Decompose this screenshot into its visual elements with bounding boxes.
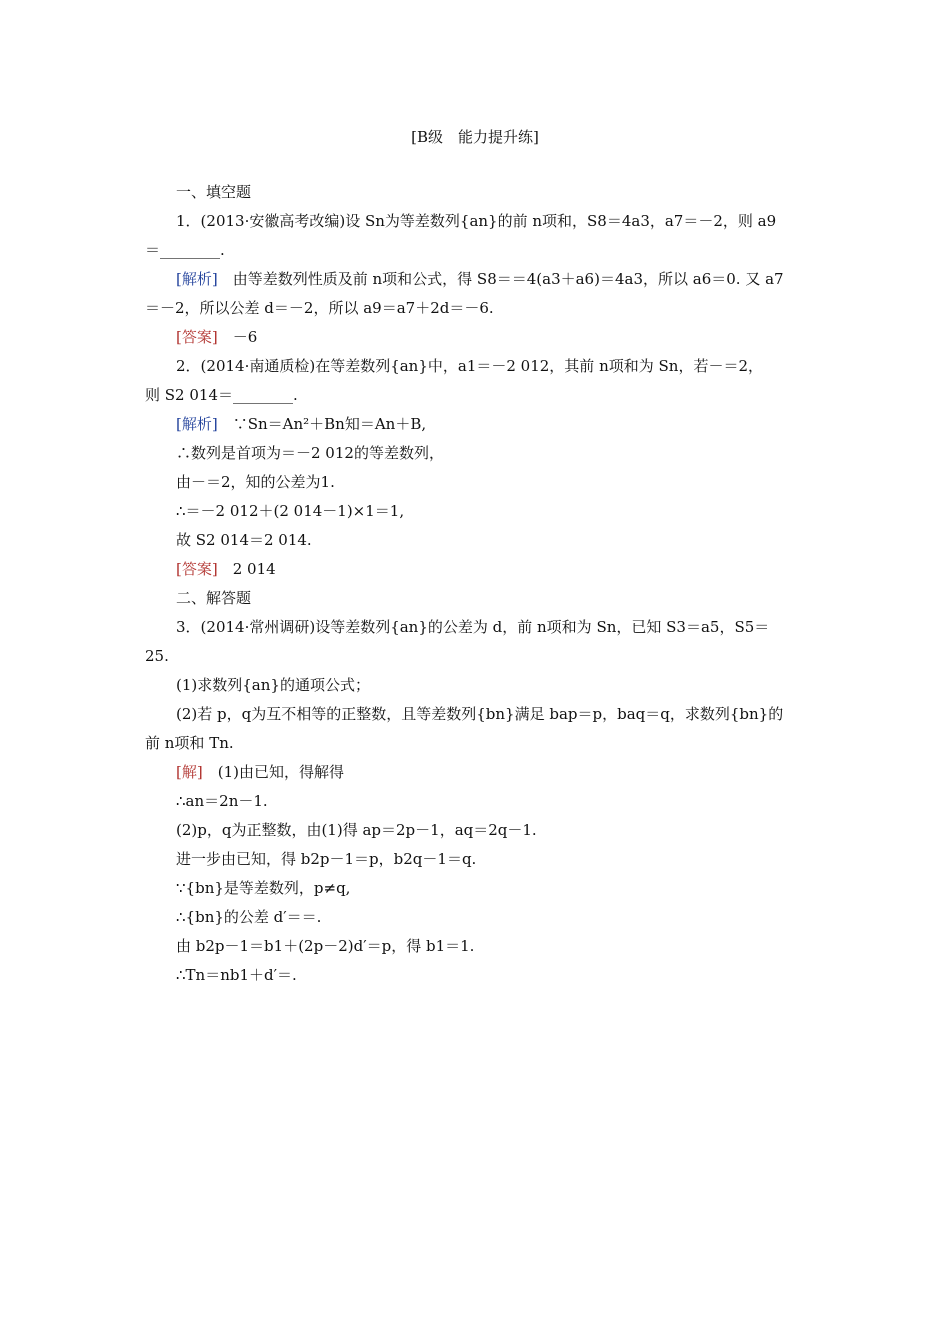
text-line [176,327,257,347]
line-text: (2)若 p，q为互不相等的正整数，且等差数列{bn}满足 bap＝p，baq＝q，求数列{bn}的 [176,705,784,723]
text-line [176,791,268,811]
text-line [176,675,370,695]
line-text: 由－＝2，知的公差为1. [176,473,335,491]
line-text: 进一步由已知，得 b2p－1＝p，b2q－1＝q. [176,850,477,868]
line-text: (1)由已知，得解得 [202,763,344,781]
text-line [176,965,297,985]
line-text: 1．(2013·安徽高考改编)设 Sn为等差数列{an}的前 n项和，S8＝4a3，a7＝－2，则 a9 [176,212,777,230]
section-heading: [B级 能力提升练] [411,128,539,146]
line-text: (2)p，q为正整数，由(1)得 ap＝2p－1，aq＝2q－1. [176,821,537,839]
line-text: ∵{bn}是等差数列，p≠q, [176,879,351,897]
line-text: 3．(2014·常州调研)设等差数列{an}的公差为 d，前 n项和为 Sn，已知 S3＝a5，S5＝ [176,618,770,636]
text-line [176,182,251,202]
text-line [145,385,298,405]
text-line [176,878,350,898]
line-text: 25. [145,647,169,665]
text-line [145,646,169,666]
text-line [176,704,783,724]
line-text: 二、解答题 [176,589,252,607]
text-line [176,356,763,376]
line-text: ＝________. [145,241,225,259]
text-line [176,211,776,231]
text-line [145,733,234,753]
text-line [176,501,404,521]
line-text: 2 014 [217,560,276,578]
text-line [176,588,251,608]
line-text: 前 n项和 Tn. [145,734,234,752]
text-line [145,240,225,260]
answer-tag: [答案] [176,560,218,578]
text-line [176,907,321,927]
text-line [176,849,476,869]
line-text: ＝－2，所以公差 d＝－2，所以 a9＝a7＋2d＝－6. [145,299,494,317]
line-text: 一、填空题 [176,183,252,201]
text-line [145,298,494,318]
text-line [176,443,444,463]
text-line [176,269,784,289]
text-line [176,617,769,637]
text-line [176,936,474,956]
text-line [176,559,276,579]
text-line [176,414,426,434]
line-text: ∴{bn}的公差 d′＝＝. [176,908,322,926]
line-text: ∴Tn＝nb1＋d′＝. [176,966,297,984]
analysis-tag: [解析] [176,415,218,433]
line-text: ∴＝－2 012＋(2 014－1)×1＝1, [176,502,405,520]
analysis-tag: [解析] [176,270,218,288]
text-line [176,472,335,492]
text-line [176,762,344,782]
line-text: 2．(2014·南通质检)在等差数列{an}中，a1＝－2 012，其前 n项和为 Sn，若－＝2， [176,357,763,375]
line-text: ∵Sn＝An²＋Bn知＝An＋B, [217,415,427,433]
line-text: －6 [217,328,258,346]
line-text: ∴数列是首项为＝－2 012的等差数列， [176,444,444,462]
answer-tag: [答案] [176,328,218,346]
line-text: (1)求数列{an}的通项公式； [176,676,370,694]
line-text: 由等差数列性质及前 n项和公式，得 S8＝＝4(a3＋a6)＝4a3，所以 a6＝0. 又 a7 [217,270,784,288]
line-text: 则 S2 014＝________. [145,386,298,404]
answer-tag: [解] [176,763,203,781]
line-text: 由 b2p－1＝b1＋(2p－2)d′＝p，得 b1＝1. [176,937,475,955]
line-text: ∴an＝2n－1. [176,792,268,810]
line-text: 故 S2 014＝2 014. [176,531,312,549]
text-line [176,530,312,550]
text-line [176,820,537,840]
